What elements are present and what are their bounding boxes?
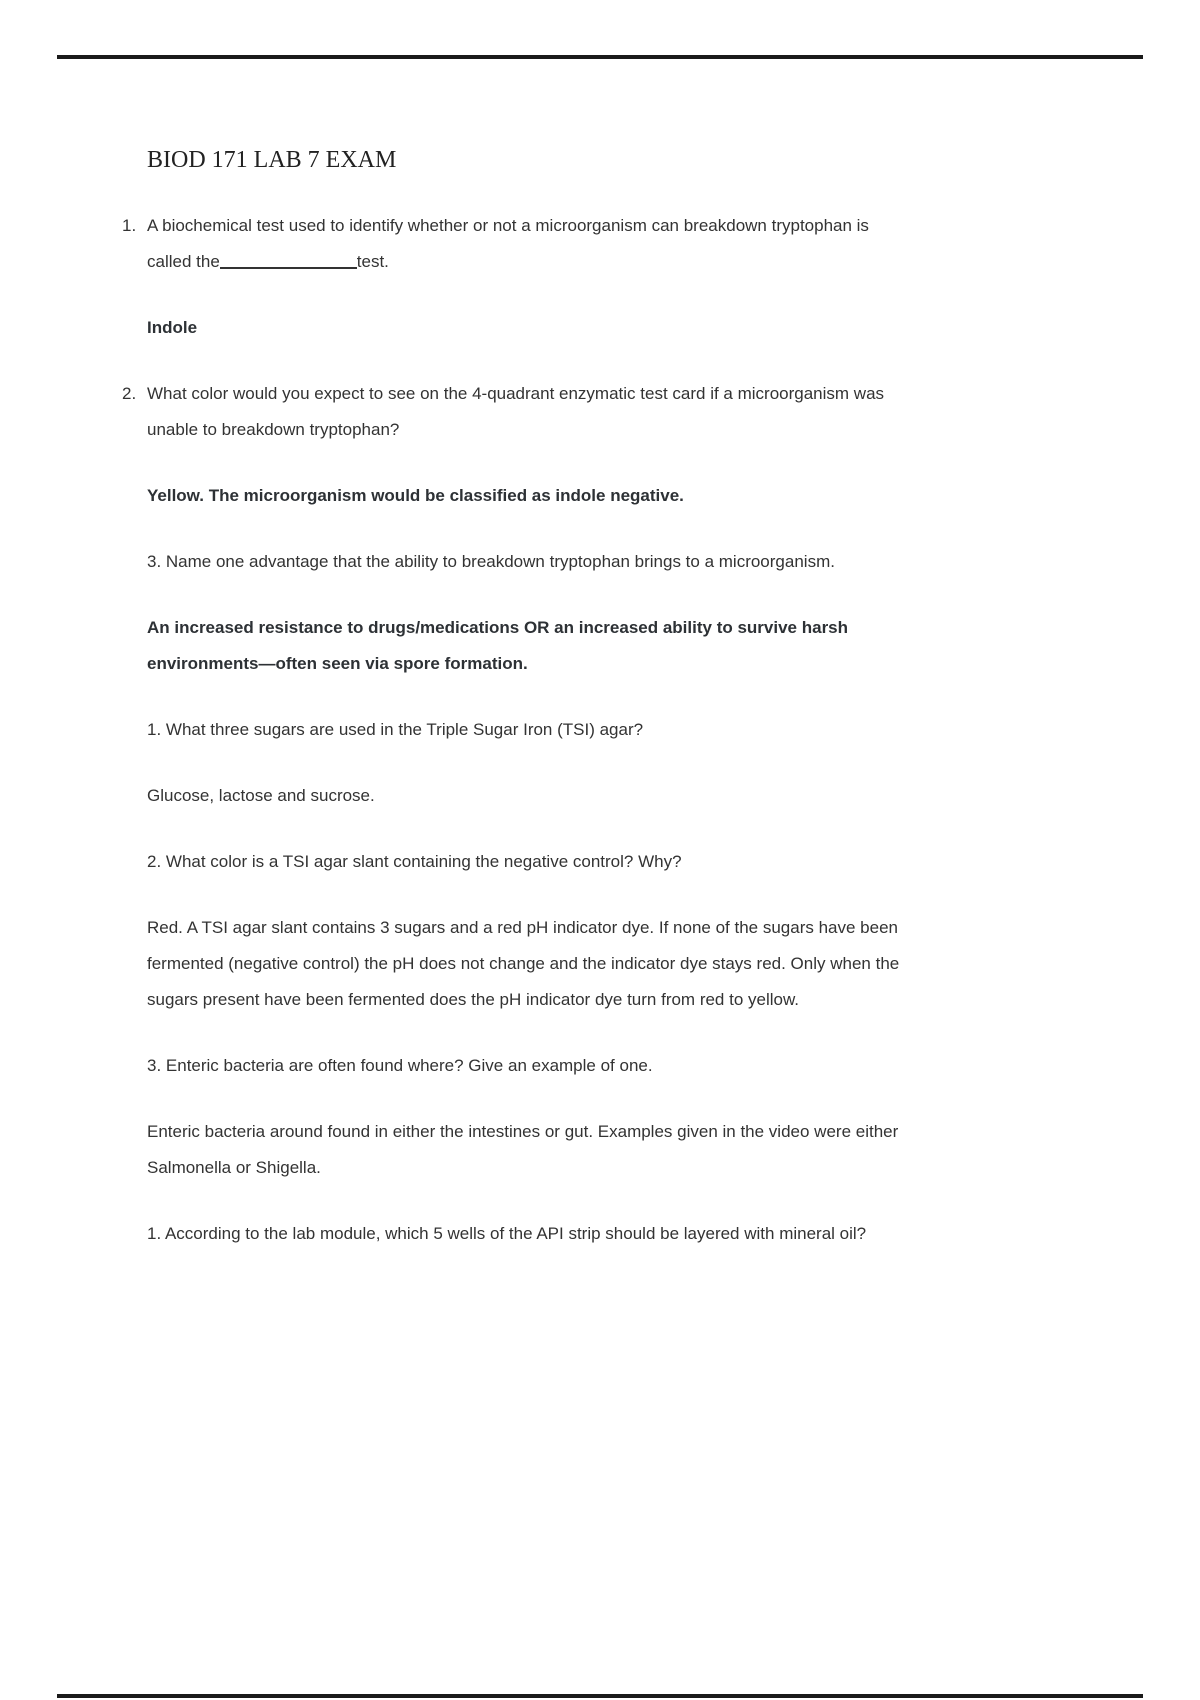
answer-3-line-1: An increased resistance to drugs/medications OR an increased ability to survive harsh: [147, 618, 849, 637]
question-1-line-1: A biochemical test used to identify whether or not a microorganism can breakdown tryptophan is: [147, 216, 869, 235]
answer-5-line-1: Red. A TSI agar slant contains 3 sugars and a red pH indicator dye. If none of the sugars have been: [147, 918, 898, 937]
answer-5: [147, 910, 1047, 1018]
answer-5-line-2: fermented (negative control) the pH does not change and the indicator dye stays red. Only when the: [147, 954, 900, 973]
question-4: 1. What three sugars are used in the Triple Sugar Iron (TSI) agar?: [147, 720, 644, 739]
question-1: [122, 208, 1047, 280]
question-1-line-2-before-blank: called the: [147, 252, 220, 271]
bottom-rule: [57, 1694, 1143, 1698]
question-2-text: [147, 376, 1047, 448]
answer-5-line-3: sugars present have been fermented does the pH indicator dye turn from red to yellow.: [147, 990, 800, 1009]
question-1-line-2: [147, 244, 1047, 280]
question-2-line-1: What color would you expect to see on the 4-quadrant enzymatic test card if a microorganism was: [147, 384, 885, 403]
answer-2: Yellow. The microorganism would be classified as indole negative.: [147, 486, 684, 505]
question-1-number: 1.: [122, 216, 137, 235]
question-6: 3. Enteric bacteria are often found where? Give an example of one.: [147, 1056, 653, 1075]
question-1-text: [147, 208, 1047, 280]
answer-1: Indole: [147, 318, 198, 337]
question-3: 3. Name one advantage that the ability to breakdown tryptophan brings to a microorganism.: [147, 552, 835, 571]
answer-6: [147, 1114, 1047, 1186]
exam-content: [122, 142, 1047, 1282]
top-rule: [57, 55, 1143, 59]
question-1-line-2-after-blank: test.: [356, 252, 389, 271]
answer-3: [147, 610, 1047, 682]
answer-6-line-2: Salmonella or Shigella.: [147, 1158, 321, 1177]
question-2-line-2: unable to breakdown tryptophan?: [147, 420, 400, 439]
question-7: 1. According to the lab module, which 5 wells of the API strip should be layered with mineral oil?: [147, 1224, 867, 1243]
question-2-number: 2.: [122, 384, 137, 403]
answer-4: Glucose, lactose and sucrose.: [147, 786, 375, 805]
page-title: BIOD 171 LAB 7 EXAM: [147, 147, 397, 173]
fill-in-blank-line: [220, 250, 357, 269]
answer-6-line-1: Enteric bacteria around found in either the intestines or gut. Examples given in the video were either: [147, 1122, 899, 1141]
answer-3-line-2: environments—often seen via spore formation.: [147, 654, 528, 673]
question-2: [122, 376, 1047, 448]
question-5: 2. What color is a TSI agar slant containing the negative control? Why?: [147, 852, 682, 871]
